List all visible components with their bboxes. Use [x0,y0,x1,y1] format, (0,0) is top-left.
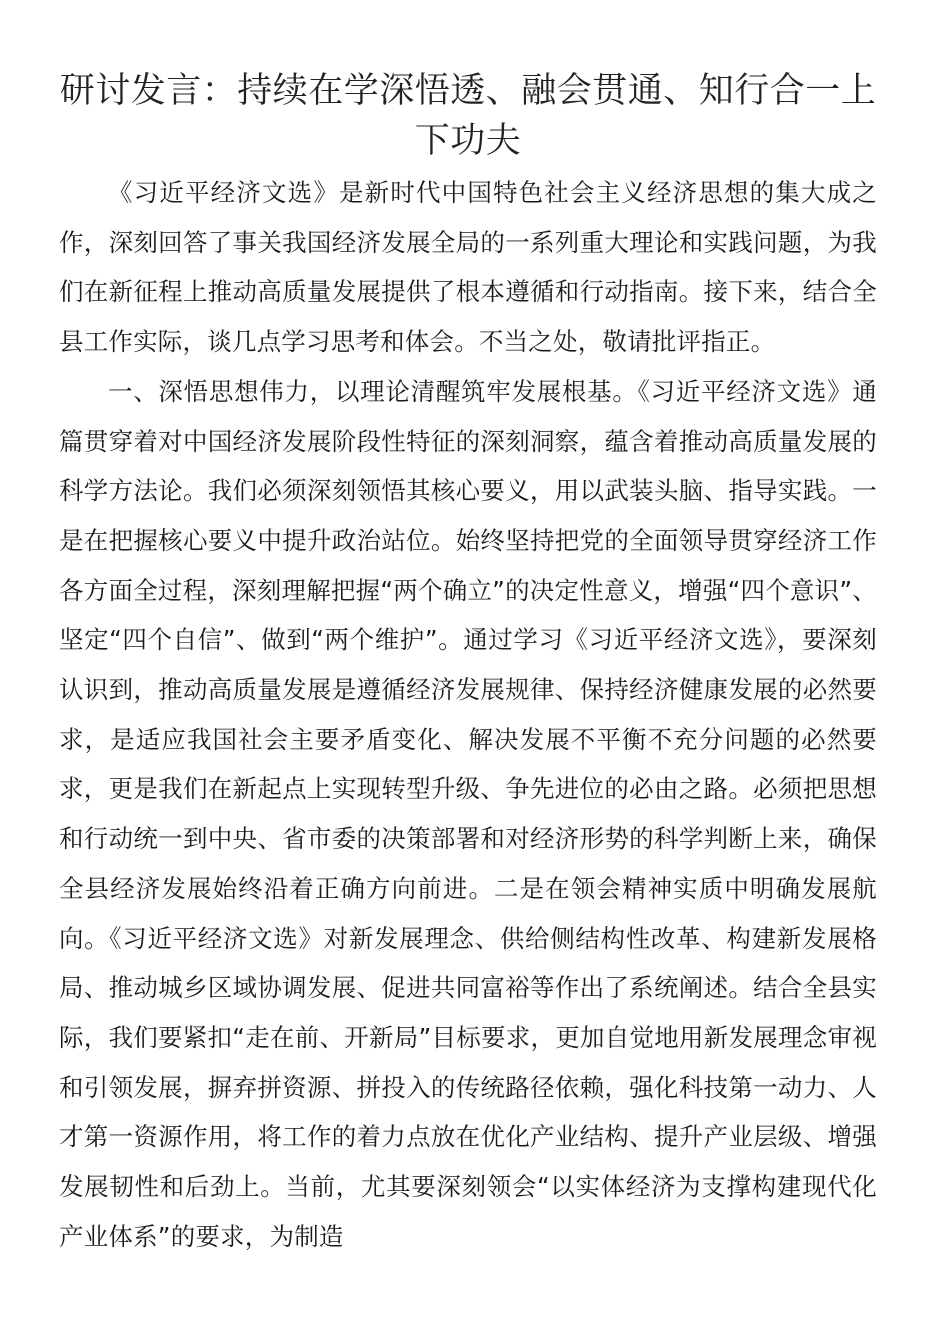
intro-paragraph: 《习近平经济文选》是新时代中国特色社会主义经济思想的集大成之作，深刻回答了事关我国经济发展全局的一系列重大理论和实践问题，为我们在新征程上推动高质量发展提供了根本遵循和行动指南。接下来，结合全县工作实际，谈几点学习思考和体会。不当之处，敬请批评指正。 [59,178,877,357]
section-one-paragraph: 一、深悟思想伟力，以理论清醒筑牢发展根基。《习近平经济文选》通篇贯穿着对中国经济发展阶段性特征的深刻洞察，蕴含着推动高质量发展的科学方法论。我们必须深刻领悟其核心要义，用以武装头脑、指导实践。一是在把握核心要义中提升政治站位。始终坚持把党的全面领导贯穿经济工作各方面全过程，深刻理解把握“两个确立”的决定性意义，增强“四个意识”、坚定“四个自信”、做到“两个维护”。通过学习《习近平经济文选》，要深刻认识到，推动高质量发展是遵循经济发展规律、保持经济健康发展的必然要求，是适应我国社会主要矛盾变化、解决发展不平衡不充分问题的必然要求，更是我们在新起点上实现转型升级、争先进位的必由之路。必须把思想和行动统一到中央、省市委的决策部署和对经济形势的科学判断上来，确保全县经济发展始终沿着正确方向前进。二是在领会精神实质中明确发展航向。《习近平经济文选》对新发展理念、供给侧结构性改革、构建新发展格局、推动城乡区域协调发展、促进共同富裕等作出了系统阐述。结合全县实际，我们要紧扣“走在前、开新局”目标要求，更加自觉地用新发展理念审视和引领发展，摒弃拼资源、拼投入的传统路径依赖，强化科技第一动力、人才第一资源作用，将工作的着力点放在优化产业结构、提升产业层级、增强发展韧性和后劲上。当前，尤其要深刻领会“以实体经济为支撑构建现代化产业体系”的要求，为制造 [59,376,877,1251]
document-title: 研讨发言：持续在学深悟透、融会贯通、知行合一上下功夫 [59,71,877,161]
